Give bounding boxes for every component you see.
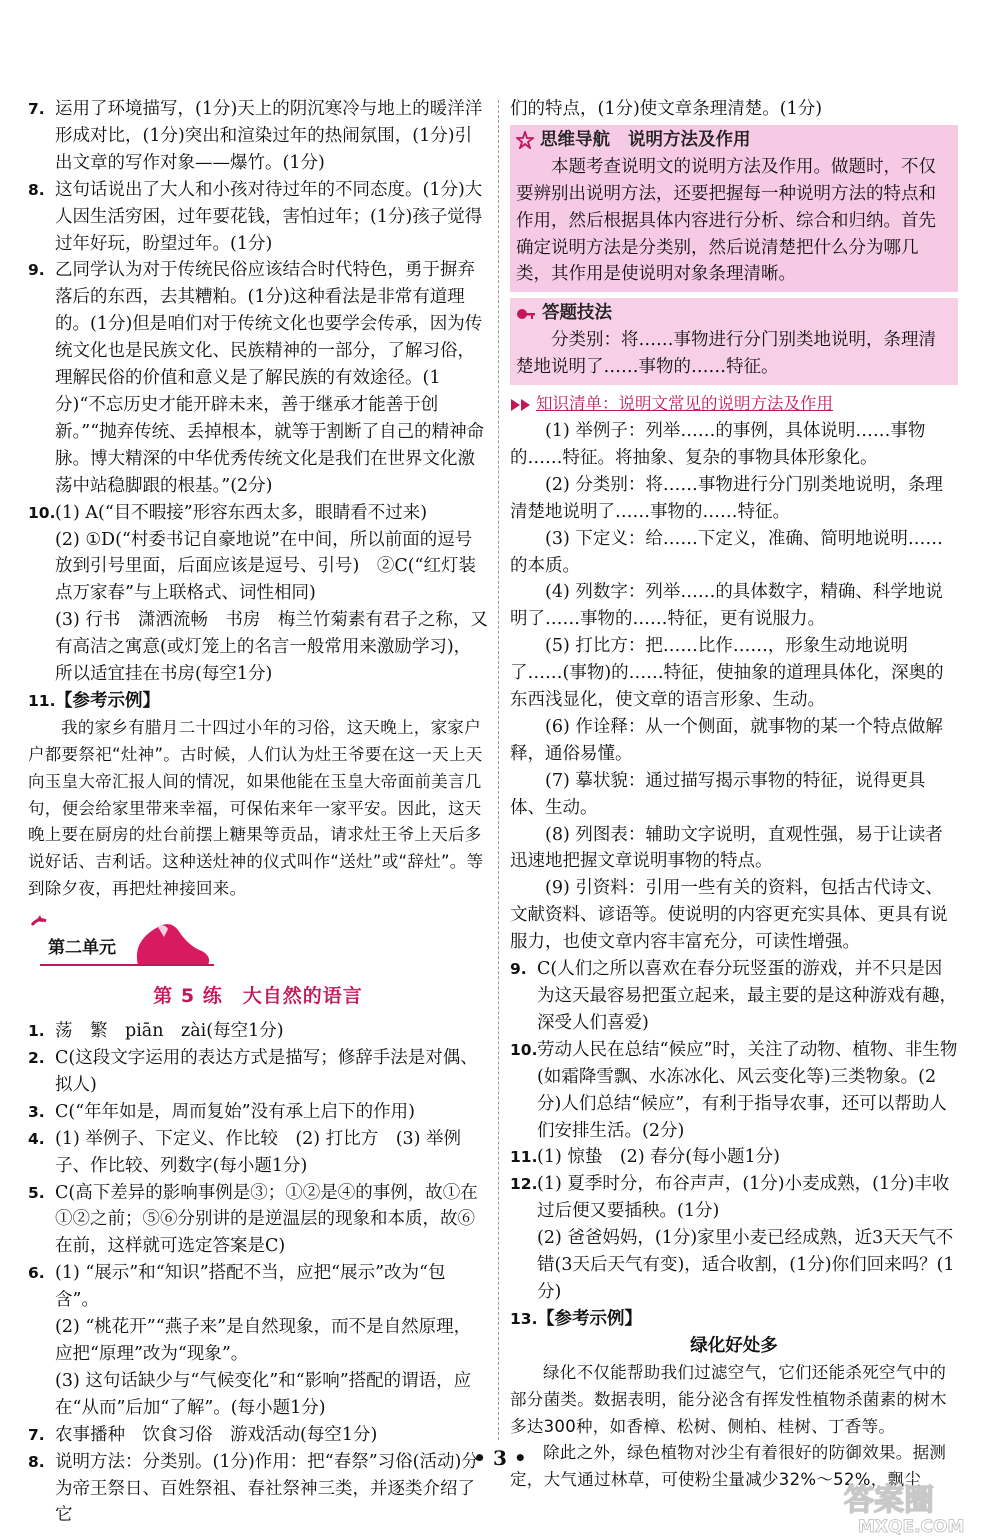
method-item: (1) 举例子：列举……的事例，具体说明……事物的……特征。将抽象、复杂的事物具体形象化。 xyxy=(510,420,926,468)
example-label: 【参考示例】 xyxy=(55,690,160,711)
method-item: (3) 下定义：给……下定义，准确、简明地说明……的本质。 xyxy=(510,528,943,576)
left-column xyxy=(28,96,488,1529)
method-item: (9) 引资料：引用一些有关的资料，包括古代诗文、文献资料、谚语等。使说明的内容更充实具体、更具有说服力，也使文章内容丰富充分，可读性增强。 xyxy=(510,878,948,953)
answer-text: (1) 举例子、下定义、作比较 (2) 打比方 (3) 举例子、作比较、列数字(每小题1分) xyxy=(55,1128,462,1176)
answer-text: C(“年年如是，周而复始”没有承上启下的作用) xyxy=(55,1101,415,1122)
double-arrow-icon xyxy=(510,398,532,412)
list-title-text: 知识清单：说明文常见的说明方法及作用 xyxy=(536,394,833,414)
answer-l3 xyxy=(28,1099,488,1126)
unit-header xyxy=(28,907,488,973)
answer-l6 xyxy=(28,1260,488,1421)
question-number: 9. xyxy=(510,960,527,979)
method-item: (6) 作诠释：从一个侧面，就事物的某一个特点做解释，通俗易懂。 xyxy=(510,716,943,764)
box-header xyxy=(516,300,952,327)
knowledge-list-title xyxy=(510,391,958,418)
lesson-title: 第 5 练 大自然的语言 xyxy=(153,985,363,1008)
answer-q9 xyxy=(28,257,488,499)
question-number: 7. xyxy=(28,1425,45,1444)
key-icon xyxy=(516,305,536,323)
answer-text: 运用了环境描写，(1分)天上的阴沉寒冷与地上的暖洋洋形成对比，(1分)突出和渲染过年的热闹氛围，(1分)引出文章的写作对象——爆竹。(1分) xyxy=(55,99,483,173)
essay-paragraph: 绿化不仅能帮助我们过滤空气，它们还能杀死空气中的部分菌类。数据表明，能分泌含有挥发性植物杀菌素的树木多达300种，如香樟、松树、侧柏、桂树、丁香等。 xyxy=(510,1362,947,1436)
answer-q11 xyxy=(28,688,488,715)
answer-text: 乙同学认为对于传统民俗应该结合时代特色，勇于摒弃落后的东西，去其糟粕。(1分)这种看法是非常有道理的。(1分)但是咱们对于传统文化也要学会传承，因为传统文化也是民族文化、民族精神的一部分，了解习俗，理解民俗的价值和意义是了解民族的有效途径。(1分)“不忘历史才能开辟未来，善于继承才能善于创新。”“抛弃传统、丢掉根本，就等于割断了自己的精神命脉。博大精深的中华优秀传统文化是我们在世界文化激荡中站稳脚跟的根基。”(2分) xyxy=(55,260,485,496)
continued-text: 们的特点，(1分)使文章条理清楚。(1分) xyxy=(510,99,823,119)
answer-l7 xyxy=(28,1422,488,1449)
unit-label: 第二单元 xyxy=(48,938,116,959)
answer-l1 xyxy=(28,1018,488,1045)
question-number: 11. xyxy=(510,1148,538,1167)
answer-r11 xyxy=(510,1144,958,1171)
answer-part: (2) ①D(“村委书记自豪地说”在中间，所以前面的逗号放到引号里面，后面应该是逗号、引号) ②C(“红灯装点万家春”与上联格式、词性相同) xyxy=(55,529,476,604)
essay-title: 绿化好处多 xyxy=(690,1335,778,1356)
box-title: 思维导航 xyxy=(540,129,610,150)
answer-r12 xyxy=(510,1171,958,1306)
method-item: (8) 列图表：辅助文字说明，直观性强，易于让读者迅速地把握文章说明事物的特点。 xyxy=(510,824,943,872)
answer-technique-box xyxy=(510,298,958,385)
answer-q10 xyxy=(28,500,488,688)
answer-r9 xyxy=(510,956,958,1037)
method-item: (2) 分类别：将……事物进行分门别类地说明，条理清楚地说明了……事物的……特征。 xyxy=(510,474,943,522)
answer-text: 荡 繁 piān zài(每空1分) xyxy=(55,1021,284,1042)
watermark-line2: MXQE.COM xyxy=(858,1517,965,1536)
answer-q8 xyxy=(28,177,488,258)
answer-r10 xyxy=(510,1037,958,1145)
answer-text: 劳动人民在总结“候应”时，关注了动物、植物、非生物(如霜降雪飘、水冻冰化、风云变化等)三类物象。(2分)人们总结“候应”，有利于指导农事，还可以帮助人们安排生活。(2分) xyxy=(537,1039,958,1141)
column-divider xyxy=(498,100,499,1440)
question-number: 2. xyxy=(28,1049,45,1067)
answer-text: C(人们之所以喜欢在春分玩竖蛋的游戏，并不只是因为这天最容易把蛋立起来，最主要的是这种游戏有趣，深受人们喜爱) xyxy=(537,959,957,1033)
answer-l5 xyxy=(28,1180,488,1261)
box-title: 答题技法 xyxy=(542,303,612,324)
answer-l2 xyxy=(28,1045,488,1099)
watermark-line1: 答案圈 xyxy=(844,1483,934,1518)
answer-l4 xyxy=(28,1126,488,1180)
box-subtitle: 说明方法及作用 xyxy=(628,129,751,150)
question-number: 6. xyxy=(28,1264,45,1283)
thinking-guide-box xyxy=(510,125,958,292)
answer-part: (2) 爸爸妈妈，(1分)家里小麦已经成熟，近3天天气不错(3天后天气有变)，适合收割，(1分)你们回来吗？(1分) xyxy=(537,1228,955,1302)
question-number: 1. xyxy=(28,1022,45,1041)
answer-text: 说明方法：分类别。(1分)作用：把“春祭”习俗(活动)分为帝王祭日、百姓祭祖、春社祭神三类，并逐类介绍了它 xyxy=(55,1451,479,1526)
method-item: (7) 摹状貌：通过描写揭示事物的特征，说得更具体、生动。 xyxy=(510,770,926,818)
method-item: (4) 列数字：列举……的具体数字，精确、科学地说明了……事物的……特征，更有说服力。 xyxy=(510,582,943,630)
box-text: 分类别：将……事物进行分门别类地说明，条理清楚地说明了……事物的……特征。 xyxy=(516,330,936,378)
method-item: (5) 打比方：把……比作……，形象生动地说明了……(事物)的……特征，使抽象的道理具体化，深奥的东西浅显化，使文章的语言形象、生动。 xyxy=(510,636,944,711)
essay-paragraph: 除此之外，绿色植物对沙尘有着很好的防御效果。据测定，大气通过林草，可使粉尘量减少32%～52%，飘尘 xyxy=(510,1443,947,1490)
answer-part: (1) A(“目不暇接”形容东西太多，眼睛看不过来) xyxy=(55,502,428,523)
watermark-logo-icon xyxy=(840,1478,990,1536)
question-number: 8. xyxy=(28,180,45,199)
answer-part: (1) “展示”和“知识”搭配不当，应把“展示”改为“包含”。 xyxy=(55,1263,446,1311)
box-header xyxy=(516,127,952,154)
answer-text: 农事播种 饮食习俗 游戏活动(每空1分) xyxy=(55,1424,378,1445)
right-column xyxy=(510,96,958,1494)
question-number: 5. xyxy=(28,1183,45,1202)
example-label: 【参考示例】 xyxy=(537,1308,642,1329)
question-number: 4. xyxy=(28,1129,45,1148)
answer-part: (2) “桃花开”“燕子来”是自然现象，而不是自然原理，应把“原理”改为“现象”。 xyxy=(55,1317,472,1364)
question-number: 9. xyxy=(28,261,45,280)
answer-part: (3) 这句话缺少与“气候变化”和“影响”搭配的谓语，应在“从而”后加“了解”。(每小题1分) xyxy=(55,1370,472,1418)
answer-part: (3) 行书 潇洒流畅 书房 梅兰竹菊素有君子之称，又有高洁之寓意(或灯笼上的名言一般常用来激励学习)，所以适宜挂在书房(每空1分) xyxy=(55,610,488,685)
question-number: 13. xyxy=(510,1309,538,1328)
answer-text: C(这段文字运用的表达方式是描写；修辞手法是对偶、拟人) xyxy=(55,1048,478,1095)
question-number: 10. xyxy=(28,503,56,522)
example-essay: 我的家乡有腊月二十四过小年的习俗，这天晚上，家家户户都要祭祀“灶神”。古时候，人们认为灶王爷要在这一天上天向玉皇大帝汇报人间的情况，如果他能在玉皇大帝面前美言几句，便会给家里带来幸福，可保佑来年一家平安。因此，这天晚上要在厨房的灶台前摆上糖果等贡品，请求灶王爷上天后多说好话、吉利话。这种送灶神的仪式叫作“送灶”或“辞灶”。等到除夕夜，再把灶神接回来。 xyxy=(28,717,484,899)
answer-text: 这句话说出了大人和小孩对待过年的不同态度。(1分)大人因生活穷困，过年要花钱，害怕过年；(1分)孩子觉得过年好玩，盼望过年。(1分) xyxy=(55,179,483,254)
question-number: 11. xyxy=(28,691,56,710)
question-number: 12. xyxy=(510,1175,538,1194)
page-number: • 3 • xyxy=(473,1446,527,1470)
answer-part: (1) 夏季时分，布谷声声，(1分)小麦成熟，(1分)丰收过后便又要插秧。(1分) xyxy=(537,1174,950,1222)
question-number: 3. xyxy=(28,1102,45,1121)
box-text: 本题考查说明文的说明方法及作用。做题时，不仅要辨别出说明方法，还要把握每一种说明方法的特点和作用，然后根据具体内容进行分析、综合和归纳。首先确定说明方法是分类别，然后说清楚把什么分为哪几类，其作用是使说明对象条理清晰。 xyxy=(516,156,936,285)
question-number: 7. xyxy=(28,100,45,118)
answer-r13 xyxy=(510,1306,958,1333)
answer-q7 xyxy=(28,96,488,177)
watermark-logo xyxy=(840,1478,990,1536)
question-number: 10. xyxy=(510,1040,538,1059)
answer-text: (1) 惊蛰 (2) 春分(每小题1分) xyxy=(537,1147,780,1168)
question-number: 8. xyxy=(28,1452,45,1471)
star-hand-icon xyxy=(516,131,534,149)
answer-text: C(高下差异的影响事例是③；①②是④的事例，故①在①②之前；⑤⑥分别讲的是逆温层的现象和本质，故⑥在前，这样就可选定答案是C) xyxy=(55,1182,478,1257)
